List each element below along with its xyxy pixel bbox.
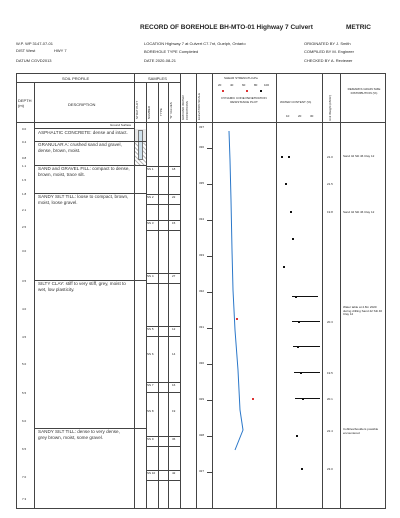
sample-row: SS 6 [147,352,154,356]
layer-description: SANDY SILT TILL: dense to very dense, grey brown, moist, some gravel. [38,429,120,440]
sample-row: SS 8 [147,409,154,413]
elevation-header: ELEVATION SCALE [197,92,201,120]
sample-n-value: 12 [172,327,176,331]
hwy-label: HWY 7 [54,48,67,53]
checked-by-label: CHECKED BY A. Reviewer [304,58,353,63]
location-label: LOCATION Highway 7 at Culvert C7.7nt, Guelph, Ontario [144,41,246,46]
depth-header: DEPTH (m) [18,98,32,108]
depth-label: 2.5 [22,225,27,229]
shear-strength-header: SHEAR STRENGTH kPa [224,76,258,80]
sample-n-value: 19 [172,409,176,413]
date-label: DATE 2020-08-21 [144,58,176,63]
sample-n-value: 22 [172,195,176,199]
dist-label: DIST West [16,48,36,53]
elevation-label: 330 [199,361,205,365]
unit-weight-value: 20.1 [327,397,333,401]
remarks-text: Sand 42 Silt 46 Clay 12 [343,154,375,158]
elevation-label: 335 [199,181,205,185]
atterberg-range [293,346,320,347]
dcp-header: DYNAMIC CONE PENETRATION RESISTANCE PLOT [221,96,267,104]
datum-label: DATUM CGVD2013 [16,58,52,63]
groundwater-header: GROUND WATER CONDITIONS [181,95,189,120]
unit-weight-value: 21.0 [327,155,333,159]
sample-n-value: 14 [172,352,176,356]
water-tick: 30 [310,114,314,118]
sample-n-value: 27 [172,274,176,278]
layer-description: GRANULAR A: crushed sand and gravel, dense, brown, moist. [38,142,122,153]
sample-n-value: 16 [172,383,176,387]
depth-label: 7.3 [22,497,27,501]
metric-label: METRIC [346,24,371,31]
elevation-label: 337 [199,125,205,129]
depth-label: 6.0 [22,419,27,423]
samples-header: SAMPLES [148,76,167,81]
layer-description: SILTY CLAY: stiff to very stiff, grey, moist to wet, low plasticity. [38,281,126,292]
sample-row: SS 9 [147,437,154,441]
ground-surface-label: Ground Surface [110,123,132,127]
sample-row: SS 4 [147,274,154,278]
wp-label: W.P. WP 3147-07-01 [16,41,54,46]
depth-label: 0.0 [22,127,27,131]
elevation-label: 336 [199,145,205,149]
shear-strength-point [252,398,254,400]
shear-tick: 20 [218,83,222,87]
atterberg-range [295,398,320,399]
water-tick: 20 [298,114,302,118]
unit-weight-value: 20.3 [327,320,333,324]
remarks-text: Water table at 4.8m 2020 during drilling Sand 42 Silt 46 Clay 12 [343,305,383,317]
depth-label: 6.5 [22,447,27,451]
elevation-label: 333 [199,253,205,257]
depth-label: 1.5 [22,178,27,182]
water-content-header: WATER CONTENT (%) [280,100,312,104]
unit-weight-value: 19.5 [327,371,333,375]
sample-row: SS 10 [147,471,156,475]
depth-label: 3.0 [22,249,27,253]
page-title: RECORD OF BOREHOLE BH-MTO-01 Highway 7 Culvert [140,24,313,31]
water-content-point [288,156,290,158]
depth-label: 3.5 [22,279,27,283]
depth-label: 5.5 [22,391,27,395]
elevation-label: 332 [199,289,205,293]
depth-label: 4.5 [22,335,27,339]
depth-label: 5.0 [22,362,27,366]
elevation-label: 331 [199,325,205,329]
shear-tick: 60 [242,83,246,87]
originated-by-label: ORIGINATED BY J. Smith [304,41,351,46]
shear-tick: 100 [264,83,270,87]
compiled-by-label: COMPILED BY M. Engineer [304,49,354,54]
remarks-header: REMARKS GRAIN SIZE DISTRIBUTION (%) [347,87,381,95]
unit-weight-value: 19.8 [327,210,333,214]
unit-weight-value: 21.5 [327,182,333,186]
unit-weight-value: 23.0 [327,467,333,471]
atterberg-range [294,372,320,373]
remarks-text: Sand 42 Silt 46 Clay 12 [343,210,375,214]
shear-tick: 80 [254,83,258,87]
water-content-point [292,238,294,240]
unit-weight-header: Unit Weight (kN/m³) [328,94,332,121]
borehole-type-label: BOREHOLE TYPE Completed [144,49,199,54]
atterberg-range [292,296,318,297]
remarks-text: Cobbles/boulders possible encountered [343,427,379,435]
sample-row: SS 3 [147,221,154,225]
sample-n-value: 36 [172,437,176,441]
water-content-point [290,211,292,213]
shear-strength-point [236,318,238,320]
sample-n-value: 42 [172,471,176,475]
depth-label: 4.0 [22,307,27,311]
description-header: DESCRIPTION [68,102,96,107]
water-content-point [301,468,303,470]
depth-label: 2.1 [22,208,27,212]
depth-label: 0.4 [22,140,27,144]
shear-tick: 40 [230,83,234,87]
sample-row: SS 2 [147,195,154,199]
depth-label: 1.8 [22,192,27,196]
elevation-label: 329 [199,397,205,401]
sample-row: SS 1 [147,167,154,171]
depth-label: 7.0 [22,475,27,479]
type-header: TYPE [159,108,163,116]
layer-description: SAND and GRAVEL FILL: compact to dense, brown, moist, trace silt. [38,166,130,177]
water-content-point [281,156,283,158]
sample-n-value: 18 [172,167,176,171]
sample-row: SS 5 [147,327,154,331]
dcp-profile-line [229,131,243,450]
depth-label: 1.1 [22,164,27,168]
layer-description: SANDY SILT TILL: loose to compact, brown, moist, loose gravel. [38,194,129,205]
depth-label: 0.8 [22,156,27,160]
atterberg-range [292,321,320,322]
soil-profile-header: SOIL PROFILE [62,76,90,81]
water-content-point [296,435,298,437]
sample-row: SS 7 [147,383,154,387]
elevation-label: 328 [199,433,205,437]
elevation-label: 334 [199,217,205,221]
unit-weight-value: 22.4 [327,429,333,433]
strat-plot-header: STRAT PLOT [135,100,139,119]
sample-n-value: 15 [172,221,176,225]
water-content-point [283,266,285,268]
n-value-header: "N" VALUES [169,102,173,119]
layer-description: ASPHALTIC CONCRETE: dense and intact. [38,130,128,135]
water-tick: 10 [286,114,290,118]
elevation-label: 327 [199,469,205,473]
water-content-point [285,183,287,185]
number-header: NUMBER [147,105,151,119]
